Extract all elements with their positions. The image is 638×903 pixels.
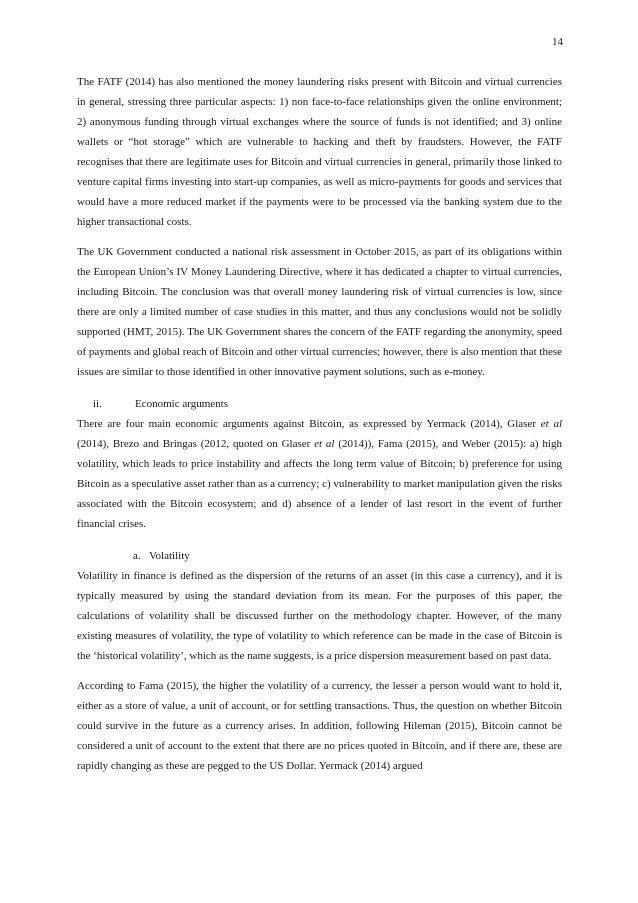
paragraph-fatf-risks: The FATF (2014) has also mentioned the money laundering risks present with Bitcoin and virtual currencies in general, stressing three particular aspects: 1) non face-to-face relationships given the online environment; 2) anonymous funding through virtual exchanges where the source of funds is not identified; and 3) online wallets or “hot storage” which are vulnerable to hacking and theft by fraudsters. However, the FATF recognises that there are legitimate uses for Bitcoin and virtual currencies in general, primarily those linked to venture capital firms investing into start-up companies, as well as micro-payments for goods and services that would have a more reduced market if the payments were to be processed via the banking system due to the higher transactional costs.: [77, 76, 562, 228]
subsection-number: a.: [133, 550, 141, 562]
subsection-title: Volatility: [149, 550, 190, 562]
text-run-italic: et al: [314, 438, 335, 450]
document-body: [77, 72, 562, 786]
subsection-heading-volatility: [77, 544, 562, 566]
section-heading-economic-arguments: [77, 392, 562, 414]
text-run: There are four main economic arguments against Bitcoin, as expressed by Yermack (2014), Glaser: [77, 418, 541, 430]
text-run: (2014)), Fama (2015), and Weber (2015): a) high volatility, which leads to price instability and affects the long term value of Bitcoin; b) preference for using Bitcoin as a speculative asset rather than as a currency; c) vulnerability to market manipulation given the risks associated with the Bitcoin ecosystem; and d) absence of a lender of last resort in the event of further financial crises.: [77, 438, 562, 530]
paragraph-volatility-definition: Volatility in finance is defined as the dispersion of the returns of an asset (in this case a currency), and it is typically measured by using the standard deviation from its mean. For the purposes of this paper, the calculations of volatility shall be discussed further on the methodology chapter. However, of the many existing measures of volatility, the type of volatility to which reference can be made in the case of Bitcoin is the ‘historical volatility’, which as the name suggests, is a price dispersion measurement based on past data.: [77, 570, 562, 662]
section-title: Economic arguments: [135, 398, 228, 410]
paragraph-economic-arguments: [77, 414, 562, 534]
page-number: 14: [552, 36, 563, 48]
paragraph-fama-volatility: According to Fama (2015), the higher the volatility of a currency, the lesser a person would want to hold it, either as a store of value, a unit of account, or for settling transactions. Thus, the question on whether Bitcoin could survive in the future as a currency arises. In addition, following Hileman (2015), Bitcoin cannot be considered a unit of account to the extent that there are no prices quoted in Bitcoin, and if there are, these are rapidly changing as these are pegged to the US Dollar. Yermack (2014) argued: [77, 680, 562, 772]
text-run-italic: et al: [540, 418, 562, 430]
section-number: ii.: [93, 398, 102, 410]
text-run: (2014), Brezo and Bringas (2012, quoted on Glaser: [77, 438, 315, 450]
paragraph-uk-risk-assessment: The UK Government conducted a national risk assessment in October 2015, as part of its obligations within the European Union’s IV Money Laundering Directive, where it has dedicated a chapter to virtual currencies, including Bitcoin. The conclusion was that overall money laundering risk of virtual currencies is low, since there are only a limited number of case studies in this matter, and thus any conclusions would not be solidly supported (HMT, 2015). The UK Government shares the concern of the FATF regarding the anonymity, speed of payments and global reach of Bitcoin and other virtual currencies; however, there is also mention that these issues are similar to those identified in other innovative payment solutions, such as e-money.: [77, 246, 562, 378]
